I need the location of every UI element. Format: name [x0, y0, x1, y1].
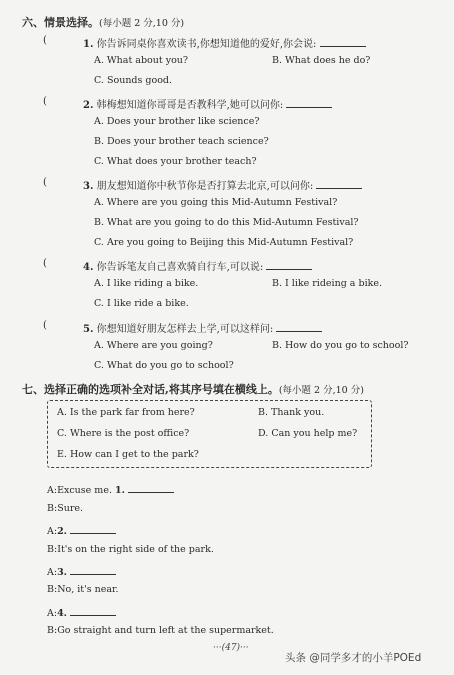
answer-blank[interactable] — [286, 97, 332, 108]
answer-paren-5[interactable]: ( — [43, 320, 47, 331]
question-2 — [83, 96, 332, 111]
section-6-title — [22, 14, 184, 30]
dialogue-text: Sure. — [57, 503, 83, 514]
answer-blank[interactable] — [128, 482, 174, 493]
dialogue-line-2 — [47, 503, 83, 514]
dialogue-line-1 — [47, 482, 174, 496]
dialogue-text: It's on the right side of the park. — [57, 544, 214, 555]
option-b: B. Does your brother teach science? — [94, 136, 269, 147]
dialogue-line-4 — [47, 544, 214, 555]
question-5 — [83, 320, 322, 335]
option-c: C. Are you going to Beijing this Mid-Autumn Festival? — [94, 237, 354, 248]
question-prompt: 韩梅想知道你哥哥是否教科学,她可以问你: — [96, 100, 284, 111]
section-7-note: (每小题 2 分,10 分) — [278, 385, 364, 396]
box-option-a: A. Is the park far from here? — [57, 407, 195, 418]
speaker-label: B: — [47, 503, 58, 514]
answer-blank[interactable] — [266, 259, 312, 270]
speaker-label: B: — [47, 584, 58, 595]
answer-blank[interactable] — [70, 605, 116, 616]
page-number: ···(47)··· — [213, 643, 249, 653]
question-number: 3. — [83, 181, 94, 192]
option-c: C. I like ride a bike. — [94, 298, 189, 309]
answer-paren-3[interactable]: ( — [43, 177, 47, 188]
speaker-label: A: — [47, 567, 58, 578]
option-b: B. How do you go to school? — [272, 340, 409, 351]
dialogue-text: No, it's near. — [57, 584, 119, 595]
watermark: 头条 @同学多才的小羊POEd — [285, 652, 422, 664]
speaker-label: A: — [47, 485, 58, 496]
speaker-label: A: — [47, 608, 58, 619]
box-option-e: E. How can I get to the park? — [57, 449, 199, 460]
dialogue-line-8 — [47, 625, 274, 636]
answer-paren-1[interactable]: ( — [43, 35, 47, 46]
section-6-heading: 六、情景选择。 — [22, 16, 99, 29]
question-prompt: 你想知道好朋友怎样去上学,可以这样问: — [96, 324, 274, 335]
answer-blank[interactable] — [70, 564, 116, 575]
question-prompt: 朋友想知道你中秋节你是否打算去北京,可以问你: — [96, 181, 314, 192]
question-number: 2. — [83, 100, 94, 111]
question-number: 5. — [83, 324, 94, 335]
question-prompt: 你告诉笔友自己喜欢骑自行车,可以说: — [96, 262, 264, 273]
dialogue-text: Go straight and turn left at the supermarket. — [57, 625, 274, 636]
answer-blank[interactable] — [276, 321, 322, 332]
speaker-label: A: — [47, 526, 58, 537]
option-a: A. Where are you going? — [94, 340, 213, 351]
blank-number: 1. — [114, 485, 125, 496]
question-number: 1. — [83, 39, 94, 50]
question-1 — [83, 35, 366, 50]
answer-blank[interactable] — [320, 36, 366, 47]
answer-blank[interactable] — [70, 523, 116, 534]
option-b: B. What are you going to do this Mid-Autumn Festival? — [94, 217, 359, 228]
question-4 — [83, 258, 312, 273]
option-a: A. Where are you going this Mid-Autumn Festival? — [94, 197, 338, 208]
dialogue-line-7 — [47, 605, 116, 619]
question-3 — [83, 177, 362, 192]
option-b: B. I like rideing a bike. — [272, 278, 383, 289]
speaker-label: B: — [47, 544, 58, 555]
answer-paren-4[interactable]: ( — [43, 258, 47, 269]
section-7-title — [22, 381, 364, 397]
box-option-d: D. Can you help me? — [258, 428, 358, 439]
option-a: A. What about you? — [94, 55, 189, 66]
dialogue-text: Excuse me. — [57, 485, 115, 496]
option-a: A. I like riding a bike. — [94, 278, 199, 289]
question-number: 4. — [83, 262, 94, 273]
section-6-note: (每小题 2 分,10 分) — [99, 18, 185, 29]
box-option-c: C. Where is the post office? — [57, 428, 190, 439]
blank-number: 2. — [57, 526, 67, 537]
dialogue-line-6 — [47, 584, 119, 595]
option-c: C. What does your brother teach? — [94, 156, 257, 167]
blank-number: 3. — [57, 567, 67, 578]
speaker-label: B: — [47, 625, 58, 636]
option-b: B. What does he do? — [272, 55, 371, 66]
dialogue-line-5 — [47, 564, 116, 578]
box-option-b: B. Thank you. — [258, 407, 325, 418]
option-c: C. What do you go to school? — [94, 360, 234, 371]
dialogue-line-3 — [47, 523, 116, 537]
answer-paren-2[interactable]: ( — [43, 96, 47, 107]
section-7-heading: 七、选择正确的选项补全对话,将其序号填在横线上。 — [22, 383, 279, 396]
question-prompt: 你告诉同桌你喜欢读书,你想知道他的爱好,你会说: — [96, 39, 317, 50]
option-c: C. Sounds good. — [94, 75, 173, 86]
blank-number: 4. — [57, 608, 67, 619]
answer-blank[interactable] — [316, 178, 362, 189]
option-a: A. Does your brother like science? — [94, 116, 260, 127]
